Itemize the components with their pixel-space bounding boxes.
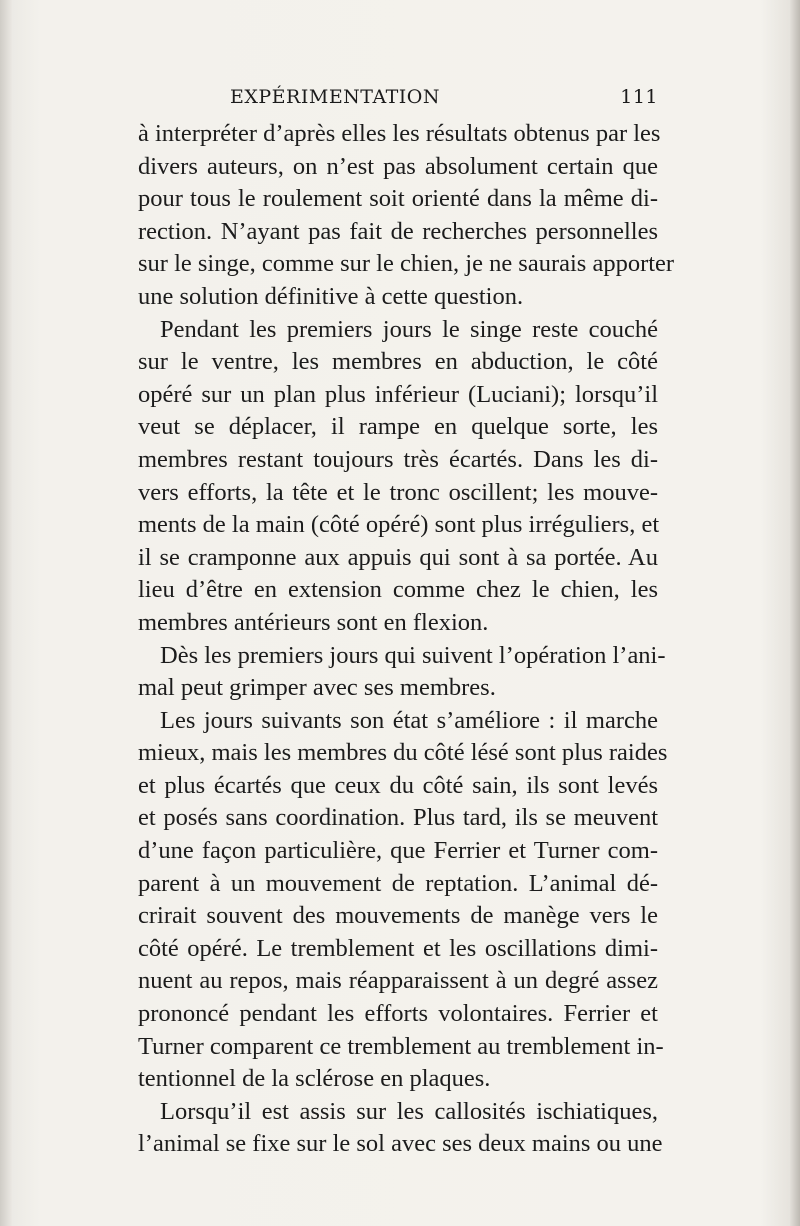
text-line: pour tous le roulement soit orienté dans la même di- bbox=[138, 185, 658, 213]
text-line: parent à un mouvement de reptation. L’animal dé- bbox=[138, 869, 658, 897]
text-line: côté opéré. Le tremblement et les oscillations dimi- bbox=[138, 934, 658, 962]
text-line: Les jours suivants son état s’améliore : il marche bbox=[160, 706, 658, 734]
text-line: Dès les premiers jours qui suivent l’opération l’ani- bbox=[160, 641, 666, 669]
text-line: opéré sur un plan plus inférieur (Luciani); lorsqu’il bbox=[138, 380, 658, 408]
text-line: lieu d’être en extension comme chez le chien, les bbox=[138, 576, 658, 604]
text-line: mieux, mais les membres du côté lésé sont plus raides bbox=[138, 739, 668, 767]
text-line: l’animal se fixe sur le sol avec ses deux mains ou une bbox=[138, 1130, 663, 1158]
text-line: Turner comparent ce tremblement au tremblement in- bbox=[138, 1032, 664, 1060]
page-right-edge bbox=[790, 0, 800, 1226]
text-line: ments de la main (côté opéré) sont plus irréguliers, et bbox=[138, 511, 660, 539]
text-line: Pendant les premiers jours le singe reste couché bbox=[160, 315, 658, 343]
text-line: Lorsqu’il est assis sur les callosités ischiatiques, bbox=[160, 1097, 658, 1125]
text-line: et posés sans coordination. Plus tard, ils se meuvent bbox=[138, 804, 658, 832]
text-line: vers efforts, la tête et le tronc oscillent; les mouve- bbox=[138, 478, 658, 506]
text-line: membres restant toujours très écartés. Dans les di- bbox=[138, 445, 658, 473]
page-header bbox=[200, 86, 658, 110]
page-left-edge bbox=[0, 0, 12, 1226]
body-text bbox=[138, 118, 675, 1161]
page-number: 111 bbox=[620, 86, 658, 108]
text-line: sur le ventre, les membres en abduction, le côté bbox=[138, 348, 658, 376]
text-line: une solution définitive à cette question. bbox=[138, 282, 524, 310]
text-line: nuent au repos, mais réapparaissent à un degré assez bbox=[138, 967, 658, 995]
text-line: prononcé pendant les efforts volontaires. Ferrier et bbox=[138, 1000, 658, 1028]
text-line: à interpréter d’après elles les résultats obtenus par les bbox=[138, 120, 661, 147]
text-line: crirait souvent des mouvements de manège vers le bbox=[138, 902, 658, 930]
text-line: d’une façon particulière, que Ferrier et Turner com- bbox=[138, 837, 658, 865]
text-line: il se cramponne aux appuis qui sont à sa portée. Au bbox=[138, 543, 658, 571]
text-line: et plus écartés que ceux du côté sain, ils sont levés bbox=[138, 771, 658, 799]
text-line: sur le singe, comme sur le chien, je ne saurais apporter bbox=[138, 250, 675, 278]
text-line: tentionnel de la sclérose en plaques. bbox=[138, 1065, 491, 1093]
text-line: mal peut grimper avec ses membres. bbox=[138, 674, 496, 702]
text-line: rection. N’ayant pas fait de recherches personnelles bbox=[138, 217, 658, 245]
text-line: divers auteurs, on n’est pas absolument certain que bbox=[138, 152, 658, 180]
text-line: membres antérieurs sont en flexion. bbox=[138, 608, 489, 636]
running-title: EXPÉRIMENTATION bbox=[230, 86, 441, 108]
text-line: veut se déplacer, il rampe en quelque sorte, les bbox=[138, 413, 658, 441]
